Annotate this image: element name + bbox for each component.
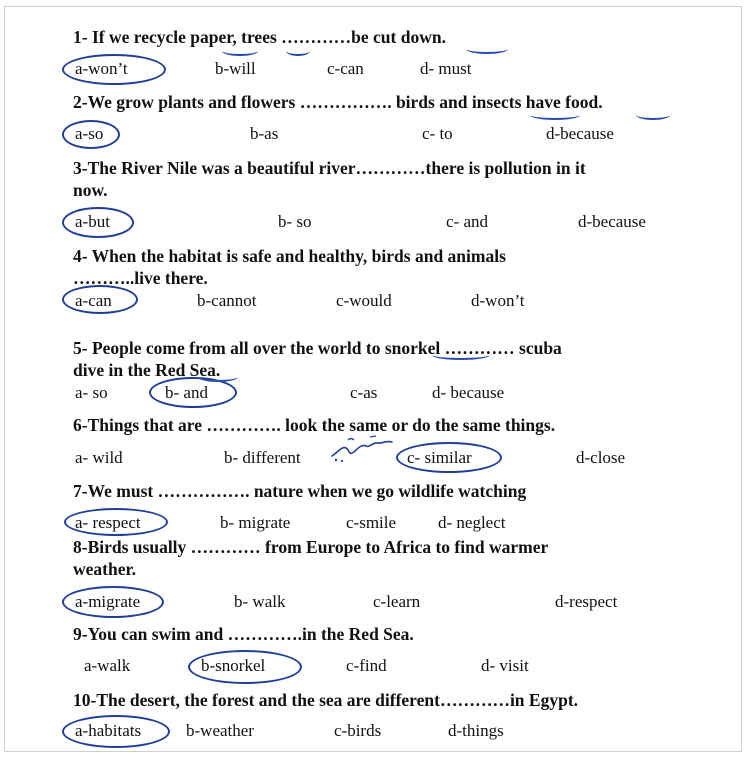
option-b[interactable]: b-will (215, 59, 256, 78)
question-text: 8-Birds usually ………… from Europe to Africa to find warmer (73, 537, 549, 557)
option-d[interactable]: d- because (432, 383, 505, 402)
answer-circle (62, 586, 164, 618)
option-b[interactable]: b- so (278, 212, 312, 231)
option-b[interactable]: b-snorkel (201, 656, 266, 675)
answer-circle (62, 54, 166, 85)
question-text: 5- People come from all over the world to snorkel ………… scuba (73, 338, 562, 358)
option-c[interactable]: c-find (346, 656, 387, 675)
question-8 (73, 536, 673, 580)
underline-mark (466, 44, 508, 54)
option-c[interactable]: c- similar (407, 448, 472, 467)
option-c[interactable]: c-smile (346, 513, 397, 532)
question-3 (73, 157, 673, 201)
option-c[interactable]: c-learn (373, 592, 421, 611)
option-d[interactable]: d-because (578, 212, 646, 231)
answer-circle (62, 715, 170, 748)
question-text: 2-We grow plants and flowers ……………. birds and insects have food. (73, 92, 603, 112)
question-5 (73, 337, 673, 381)
option-b[interactable]: b-cannot (197, 291, 257, 310)
option-d[interactable]: d- visit (481, 656, 529, 675)
underline-mark (432, 350, 490, 360)
option-a[interactable]: a-but (75, 212, 110, 231)
option-d[interactable]: d- must (420, 59, 472, 78)
option-d[interactable]: d-close (576, 448, 626, 467)
question-text: 9-You can swim and ………….in the Red Sea. (73, 624, 414, 644)
underline-mark (222, 46, 258, 56)
underline-mark (530, 110, 580, 120)
handwritten-note-icon (328, 434, 400, 464)
question-text: 3-The River Nile was a beautiful river…………there is pollution in it (73, 158, 586, 178)
question-text-continued: now. (73, 180, 108, 200)
question-4 (73, 245, 673, 289)
underline-mark (636, 110, 670, 120)
option-a[interactable]: a- respect (75, 513, 141, 532)
option-a[interactable]: a-habitats (75, 721, 142, 740)
option-a[interactable]: a-won’t (75, 59, 128, 78)
answer-circle (62, 120, 120, 149)
underline-mark (198, 372, 238, 382)
answer-circle (188, 650, 302, 684)
option-c[interactable]: c-birds (334, 721, 382, 740)
question-text: 7-We must ……………. nature when we go wildlife watching (73, 481, 527, 501)
option-d[interactable]: d-things (448, 721, 504, 740)
option-b[interactable]: b-weather (186, 721, 254, 740)
question-1 (73, 26, 673, 48)
option-a[interactable]: a-walk (84, 656, 131, 675)
option-b[interactable]: b- walk (234, 592, 286, 611)
question-text-continued: dive in the Red Sea. (73, 360, 221, 380)
underline-mark (286, 46, 310, 56)
answer-circle (62, 207, 134, 238)
option-b[interactable]: b- and (165, 383, 208, 402)
option-b[interactable]: b- migrate (220, 513, 291, 532)
question-text: 1- If we recycle paper, trees …………be cut down. (73, 27, 446, 47)
option-c[interactable]: c- and (446, 212, 489, 231)
answer-circle (64, 508, 168, 536)
question-text-continued: ………..live there. (73, 268, 208, 288)
option-a[interactable]: a-migrate (75, 592, 141, 611)
option-c[interactable]: c-can (327, 59, 364, 78)
question-9 (73, 623, 673, 645)
question-7 (73, 480, 673, 502)
option-d[interactable]: d-because (546, 124, 614, 143)
option-d[interactable]: d-respect (555, 592, 618, 611)
question-10 (73, 689, 673, 711)
question-text: 6-Things that are …………. look the same or do the same things. (73, 415, 556, 435)
option-b[interactable]: b-as (250, 124, 279, 143)
question-text: 10-The desert, the forest and the sea are different…………in Egypt. (73, 690, 579, 710)
option-c[interactable]: c-would (336, 291, 392, 310)
answer-circle (396, 442, 502, 473)
option-a[interactable]: a-so (75, 124, 104, 143)
question-text: 4- When the habitat is safe and healthy, birds and animals (73, 246, 506, 266)
option-d[interactable]: d- neglect (438, 513, 506, 532)
option-d[interactable]: d-won’t (471, 291, 525, 310)
question-2 (73, 91, 673, 113)
question-6 (73, 414, 673, 436)
option-c[interactable]: c-as (350, 383, 378, 402)
option-a[interactable]: a- so (75, 383, 108, 402)
question-text-continued: weather. (73, 559, 137, 579)
answer-circle (62, 285, 138, 314)
option-b[interactable]: b- different (224, 448, 301, 467)
option-a[interactable]: a- wild (75, 448, 123, 467)
option-a[interactable]: a-can (75, 291, 112, 310)
option-c[interactable]: c- to (422, 124, 453, 143)
